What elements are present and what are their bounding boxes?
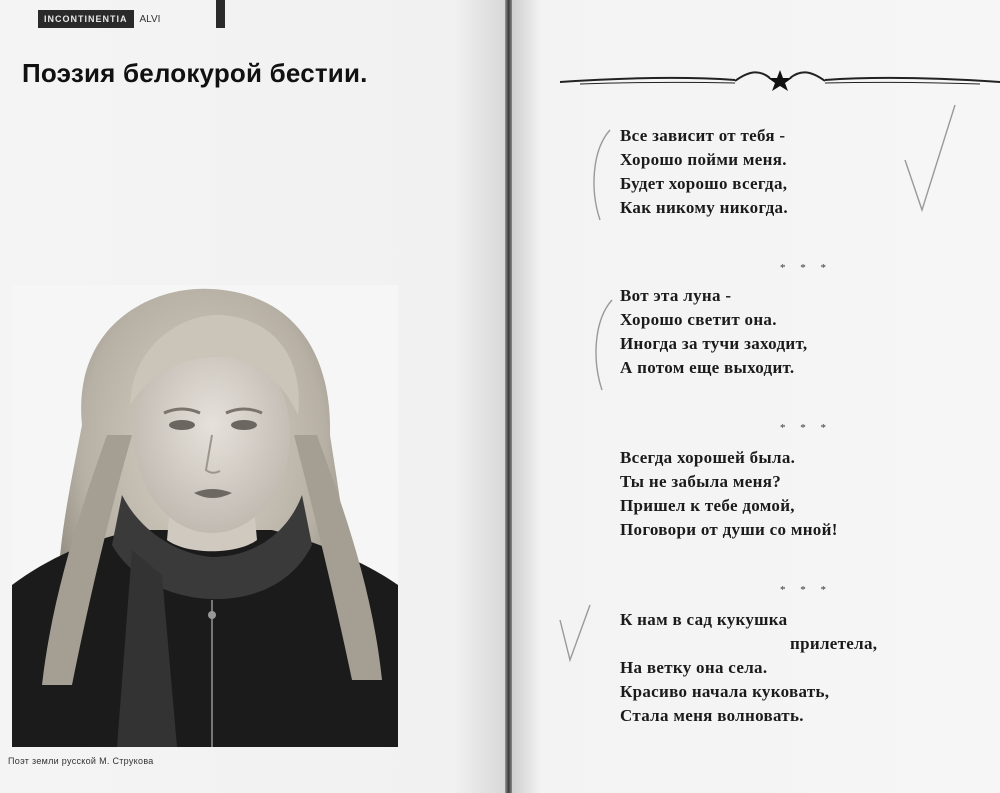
poem-stanza [620, 446, 980, 542]
ornament-divider [560, 66, 1000, 96]
poem-line: На ветку она села. [620, 658, 768, 677]
poem-line: Хорошо светит она. [620, 310, 777, 329]
masthead-bar [216, 0, 225, 28]
masthead-brand: INCONTINENTIA [38, 10, 134, 28]
poem-line: Ты не забыла меня? [620, 472, 782, 491]
stanza-separator: * * * [780, 422, 832, 434]
poem-line: Вот эта луна - [620, 286, 732, 305]
masthead [38, 10, 160, 28]
poem-line: А потом еще выходит. [620, 358, 795, 377]
photo-caption: Поэт земли русской М. Струкова [8, 756, 154, 766]
poem-stanza [620, 124, 980, 220]
poem-line: К нам в сад кукушка [620, 610, 788, 629]
poem-line: прилетела, [790, 634, 878, 653]
poem-line: Всегда хорошей была. [620, 448, 796, 467]
poem-line: Иногда за тучи заходит, [620, 334, 808, 353]
poem-line: Хорошо пойми меня. [620, 150, 787, 169]
author-photo [12, 285, 398, 747]
poem-stanza [620, 284, 980, 380]
poem-stanza [620, 608, 980, 728]
poem-line: Будет хорошо всегда, [620, 174, 788, 193]
pencil-bracket-mark [580, 120, 620, 230]
poem-line: Стала меня волновать. [620, 706, 804, 725]
poem-line: Как никому никогда. [620, 198, 788, 217]
stanza-separator: * * * [780, 584, 832, 596]
book-gutter [505, 0, 512, 793]
poem-line: Поговори от души со мной! [620, 520, 838, 539]
poem-line: Все зависит от тебя - [620, 126, 786, 145]
masthead-tail: ALVI [139, 13, 161, 25]
pencil-bracket-mark [582, 290, 622, 400]
page-title: Поэзия белокурой бестии. [22, 58, 368, 88]
pencil-check-mark [555, 600, 595, 670]
stanza-separator: * * * [780, 262, 832, 274]
poem-line: Пришел к тебе домой, [620, 496, 795, 515]
portrait-illustration [12, 285, 398, 747]
poem-line: Красиво начала куковать, [620, 682, 830, 701]
